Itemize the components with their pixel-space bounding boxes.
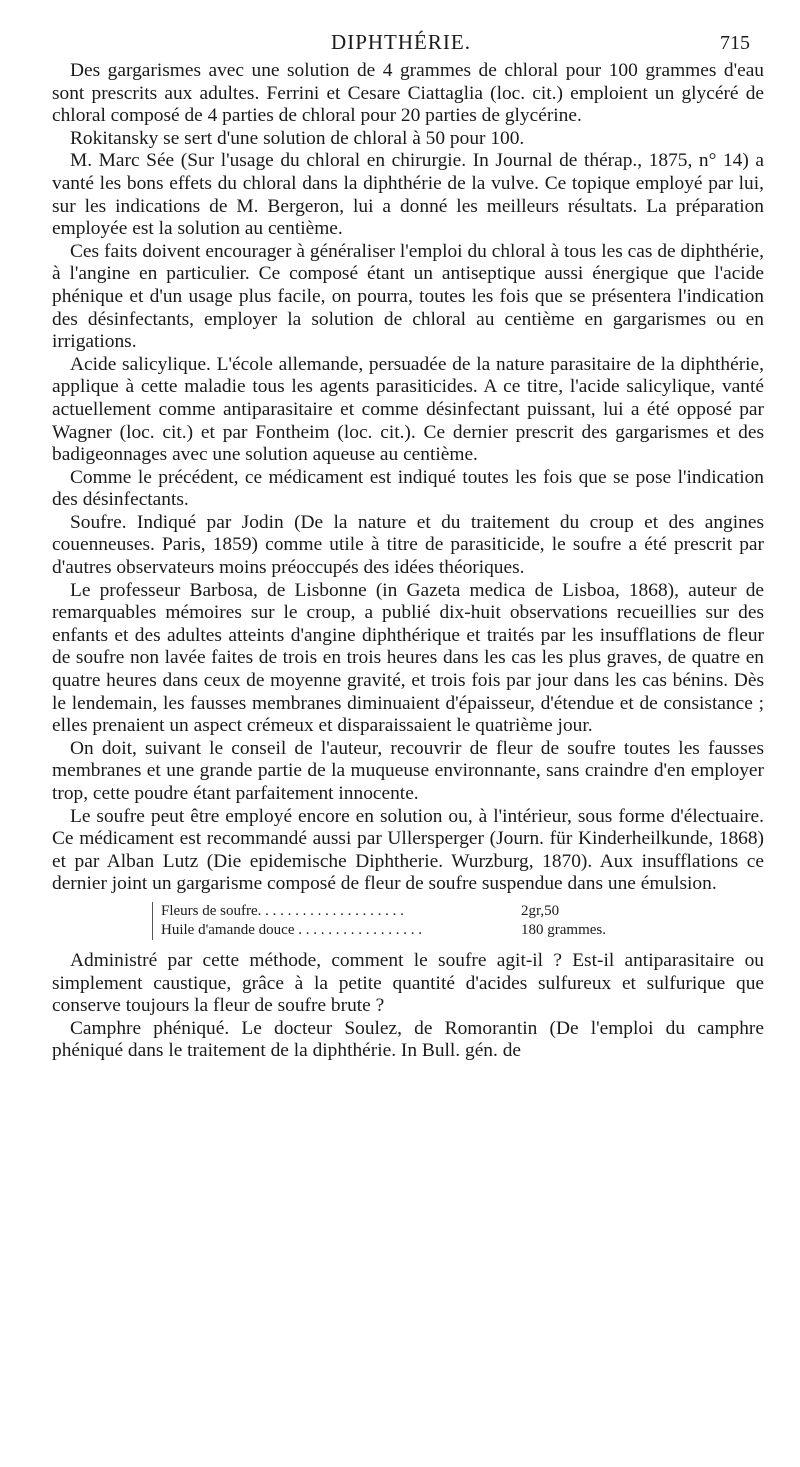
formula-row xyxy=(161,921,681,940)
formula-ingredient: Huile d'amande douce . . . . . . . . . . . . . . . . . xyxy=(161,921,422,938)
page-number: 715 xyxy=(720,32,750,54)
paragraph: Le professeur Barbosa, de Lisbonne (in Gazeta medica de Lisboa, 1868), auteur de remarquables mémoires sur le croup, a publié dix-huit observations recueillies sur des enfants et des adultes atteints d'angine diphthérique et traités par les insufflations de fleur de soufre non lavée faites de trois en trois heures dans les cas les plus graves, de quatre en quatre heures dans ceux de moyenne gravité, et trois fois par jour dans les cas bénins. Dès le lendemain, les fausses membranes diminuaient d'épaisseur, d'étendue et de consistance ; elles prenaient un aspect crémeux et disparaissaient le quatrième jour. xyxy=(52,579,764,737)
paragraph: Des gargarismes avec une solution de 4 grammes de chloral pour 100 grammes d'eau sont prescrits aux adultes. Ferrini et Cesare Ciattaglia (loc. cit.) emploient un glycéré de chloral composé de 4 parties de chloral pour 20 parties de glycérine. xyxy=(52,60,764,127)
paragraph: Ces faits doivent encourager à généraliser l'emploi du chloral à tous les cas de diphthérie, à l'angine en particulier. Ce composé étant un antiseptique aussi énergique que l'acide phénique et d'un usage plus facile, on pourra, toutes les fois que se présentera l'indication des désinfectants, employer la solution de chloral au centième en gargarismes ou en irrigations. xyxy=(52,240,764,353)
paragraph: Soufre. Indiqué par Jodin (De la nature et du traitement du croup et des angines couenneuses. Paris, 1859) comme utile à titre de parasiticide, le soufre a été prescrit par d'autres observateurs moins préoccupés des idées théoriques. xyxy=(52,511,764,579)
formula-amount: 2gr,50 xyxy=(521,902,560,919)
paragraph: Le soufre peut être employé encore en solution ou, à l'intérieur, sous forme d'électuaire. Ce médicament est recommandé aussi par Ullersperger (Journ. für Kinderheilkunde, 1868) et par Alban Lutz (Die epidemische Diphtherie. Wurzburg, 1870). Aux insufflations ce dernier joint un gargarisme composé de fleur de soufre suspendue dans une émulsion. xyxy=(52,805,764,895)
formula-amount: 180 grammes. xyxy=(521,921,606,938)
body-text xyxy=(52,60,764,1063)
paragraph: Camphre phéniqué. Le docteur Soulez, de Romorantin (De l'emploi du camphre phéniqué dans le traitement de la diphthérie. In Bull. gén. de xyxy=(52,1017,764,1062)
prescription-formula xyxy=(152,902,681,940)
running-title: DIPHTHÉRIE. xyxy=(331,30,471,54)
paragraph: Comme le précédent, ce médicament est indiqué toutes les fois que se pose l'indication des désinfectants. xyxy=(52,466,764,511)
paragraph: Acide salicylique. L'école allemande, persuadée de la nature parasitaire de la diphthérie, applique à cette maladie tous les agents parasiticides. A ce titre, l'acide salicylique, vanté actuellement comme antiparasitaire et comme désinfectant puissant, lui a été opposé par Wagner (loc. cit.) et par Fontheim (loc. cit.). Ce dernier prescrit des gargarismes et des badigeonnages avec une solution aqueuse au centième. xyxy=(52,353,764,466)
paragraph: Rokitansky se sert d'une solution de chloral à 50 pour 100. xyxy=(70,127,525,149)
page-header xyxy=(52,30,750,60)
formula-row xyxy=(161,902,681,921)
formula-ingredient: Fleurs de soufre. . . . . . . . . . . . . . . . . . . . xyxy=(161,902,404,919)
paragraph: On doit, suivant le conseil de l'auteur, recouvrir de fleur de soufre toutes les fausses membranes et une grande partie de la muqueuse environnante, sans craindre d'en employer trop, cette poudre étant parfaitement innocente. xyxy=(52,737,764,804)
paragraph: M. Marc Sée (Sur l'usage du chloral en chirurgie. In Journal de thérap., 1875, n° 14) a vanté les bons effets du chloral dans la diphthérie de la vulve. Ce topique employé par lui, sur les indications de M. Bergeron, lui a donné les meilleurs résultats. La préparation employée est la solution au centième. xyxy=(52,150,764,240)
paragraph: Administré par cette méthode, comment le soufre agit-il ? Est-il antiparasitaire ou simplement caustique, grâce à la petite quantité d'acides sulfureux et sulfurique que conserve toujours la fleur de soufre brute ? xyxy=(52,949,764,1017)
